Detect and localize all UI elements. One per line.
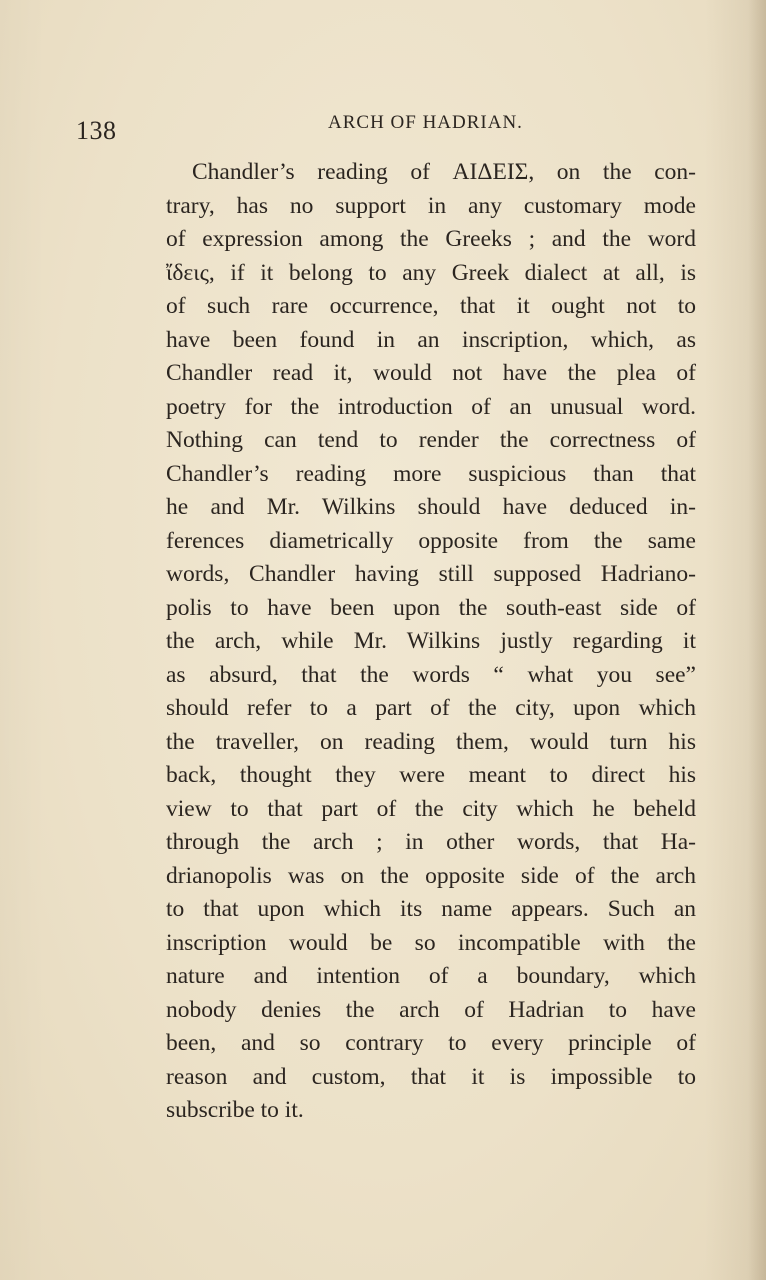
text-line: Chandler’s reading of ΑΙΔΕΙΣ, on the con- [192, 159, 696, 185]
text-line: nobody denies the arch of Hadrian to have [166, 996, 696, 1023]
text-line: trary, has no support in any customary mode [166, 192, 696, 219]
text-line: polis to have been upon the south-east side of [166, 594, 696, 621]
text-line: should refer to a part of the city, upon which [166, 695, 696, 721]
text-line: nature and intention of a boundary, which [166, 963, 696, 989]
page-header [76, 108, 696, 148]
text-line: been, and so contrary to every principle of [166, 1030, 696, 1056]
text-line: ferences diametrically opposite from the same [166, 527, 696, 554]
page-number: 138 [76, 116, 117, 145]
text-line: Chandler read it, would not have the plea of [166, 360, 696, 386]
text-line: poetry for the introduction of an unusual word. [166, 393, 696, 420]
text-line: have been found in an inscription, which, as [166, 326, 696, 353]
text-line: subscribe to it. [166, 1097, 304, 1123]
text-line: of such rare occurrence, that it ought not to [166, 293, 696, 319]
text-line: of expression among the Greeks ; and the word [166, 226, 696, 252]
text-line: reason and custom, that it is impossible to [166, 1063, 696, 1090]
text-line: inscription would be so incompatible with the [166, 929, 696, 956]
text-line: drianopolis was on the opposite side of the arch [166, 862, 696, 889]
text-line: Chandler’s reading more suspicious than that [166, 460, 696, 487]
text-line: Nothing can tend to render the correctness of [166, 427, 696, 453]
running-head: ARCH OF HADRIAN. [328, 112, 523, 133]
body-text [166, 156, 696, 1128]
text-line: the traveller, on reading them, would turn his [166, 728, 696, 755]
text-line: ἴδεις, if it belong to any Greek dialect at all, is [166, 259, 696, 286]
text-line: he and Mr. Wilkins should have deduced in- [166, 494, 696, 520]
page-edge-shadow [748, 0, 766, 1280]
text-line: back, thought they were meant to direct his [166, 762, 696, 788]
text-line: to that upon which its name appears. Such an [166, 896, 696, 922]
text-line: view to that part of the city which he beheld [166, 795, 696, 822]
text-line: the arch, while Mr. Wilkins justly regarding it [166, 628, 696, 654]
text-line: as absurd, that the words “ what you see” [166, 661, 696, 688]
text-line: through the arch ; in other words, that Ha- [166, 829, 696, 855]
text-line: words, Chandler having still supposed Hadriano- [166, 561, 696, 587]
